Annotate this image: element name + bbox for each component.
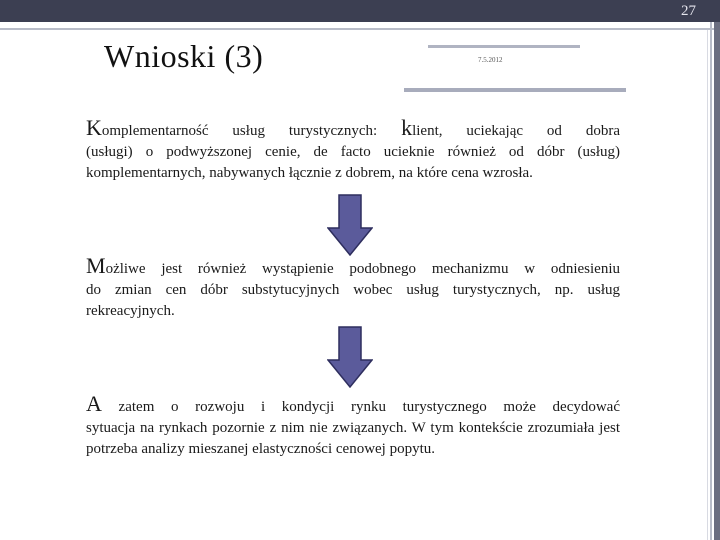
paragraph-initial: M — [86, 253, 106, 278]
slide-date: 7.5.2012 — [478, 56, 503, 64]
down-arrow-icon — [327, 194, 373, 256]
down-arrow-shape — [328, 327, 372, 387]
top-band — [0, 0, 720, 22]
right-border-accent-thin — [707, 30, 708, 540]
paragraph-conclusion — [86, 393, 620, 460]
paragraph-lead-2: lient, uciekając od dobra — [412, 123, 620, 139]
down-arrow-icon — [327, 326, 373, 388]
paragraph-initial-2: k — [401, 115, 413, 140]
header-accent-line-lower — [404, 88, 626, 92]
header-accent-line — [428, 45, 580, 48]
paragraph-first-line — [86, 393, 620, 418]
paragraph-body: sytuacja na rynkach pozornie z nim nie związanych. W tym kontekście zrozumiała jest potrzeba analizy mieszanej elastyczności cenowej popytu. — [86, 420, 620, 457]
paragraph-body: (usługi) o podwyższonej cenie, de facto ucieknie również od dóbr (usług) komplementarnych, nabywanych łącznie z dobrem, na które cena wzrosła. — [86, 144, 620, 181]
paragraph-lead: omplementarność usług turystycznych: — [101, 123, 402, 139]
paragraph-body: do zmian cen dóbr substytucyjnych wobec usług turystycznych, np. usług rekreacyjnych. — [86, 282, 620, 319]
paragraph-lead: ożliwe jest również wystąpienie podobnego mechanizmu w odniesieniu — [105, 261, 620, 277]
paragraph-substitutes — [86, 255, 620, 322]
right-border-accent — [710, 22, 712, 540]
paragraph-first-line — [86, 117, 620, 142]
paragraph-complementarity — [86, 117, 620, 184]
top-divider — [0, 28, 720, 30]
right-border — [714, 22, 720, 540]
slide-number: 27 — [681, 3, 696, 19]
paragraph-first-line — [86, 255, 620, 280]
paragraph-initial: K — [86, 115, 102, 140]
down-arrow-shape — [328, 195, 372, 255]
paragraph-lead: zatem o rozwoju i kondycji rynku turystycznego może decydować — [101, 399, 620, 415]
slide-title: Wnioski (3) — [104, 38, 264, 74]
paragraph-initial: A — [86, 391, 102, 416]
